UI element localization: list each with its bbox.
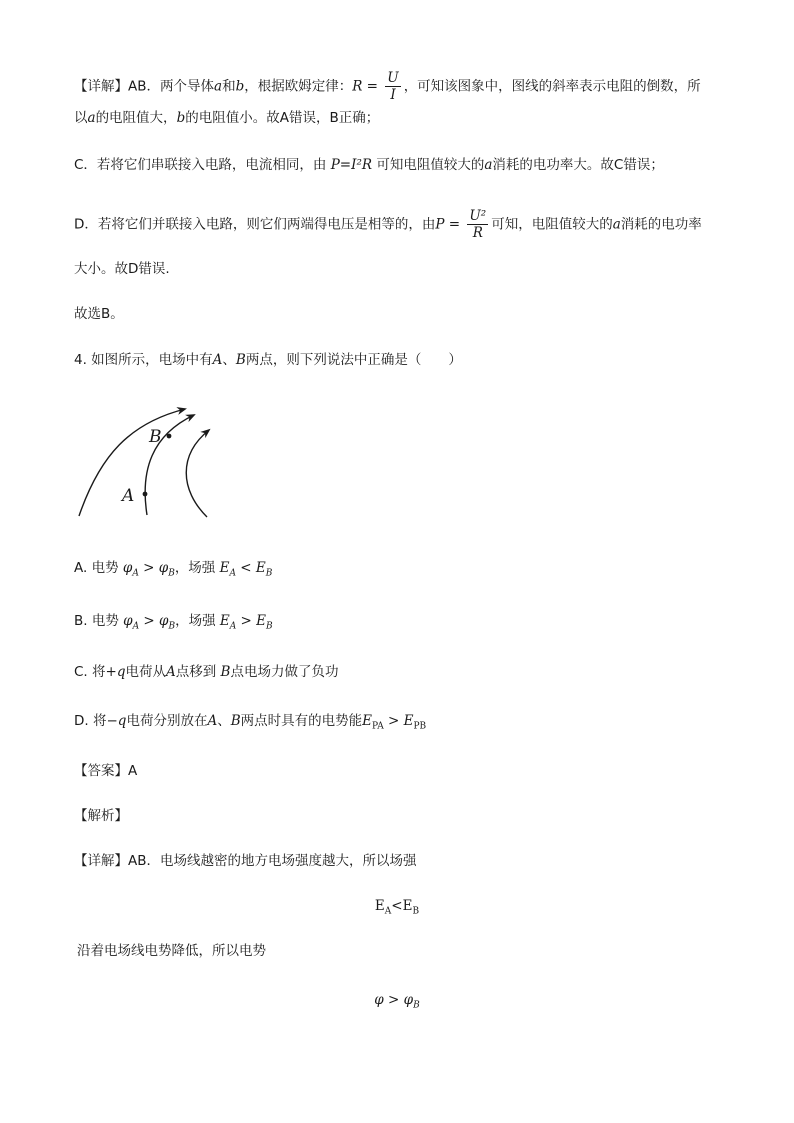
detail-analysis: 【详解】AB．电场线越密的地方电场强度越大，所以场强 xyxy=(74,853,417,869)
electric-field-figure xyxy=(70,395,250,535)
equation-field-strength: $E_A<E_B$ xyxy=(374,898,420,917)
detail-tag: 【详解】 xyxy=(74,78,128,95)
option-B: B. 电势 $\varphi_A > \varphi_B$，场强 $E_A > E_B$ xyxy=(74,613,273,632)
detail-paragraph-3-line-2: 大小。故D错误. xyxy=(74,261,170,277)
equation-potential: $\varphi > \varphi_B$ xyxy=(374,992,420,1011)
answer-value: A xyxy=(128,763,138,779)
conclusion: 故选B。 xyxy=(74,306,124,322)
detail-potential-sentence: 沿着电场线电势降低，所以电势 xyxy=(77,943,266,959)
ohm-law-R: R xyxy=(352,78,363,95)
answer-tag: 【答案】 xyxy=(74,763,128,779)
detail-paragraph-1-line-2: 以a的电阻值大，b的电阻值小。故A错误，B正确； xyxy=(74,110,380,126)
point-B-dot xyxy=(167,434,172,439)
analysis-tag: 【解析】 xyxy=(74,808,128,824)
field-line-right xyxy=(186,430,209,517)
point-A-label: A xyxy=(122,486,135,506)
detail-paragraph-1-line-1: 【详解】AB．两个导体a和b，根据欧姆定律：R = $\frac{U}{I}$ ，可知该图象中，图线的斜率表示电阻的倒数，所 xyxy=(74,70,701,103)
detail-paragraph-3-line-1: D．若将它们并联接入电路，则它们两端得电压是相等的，由P = $\frac{\text{U²}}{R}$ 可知，电阻值较大的a消耗的电功率 xyxy=(74,208,702,241)
point-B-label: B xyxy=(149,427,162,447)
option-D: D. 将−q电荷分别放在A、B两点时具有的电势能$E_{PA} > E_{PB}$ xyxy=(74,713,427,732)
option-A: A. 电势 $\varphi_A > \varphi_B$，场强 $E_A < E_B$ xyxy=(74,560,273,579)
answer xyxy=(74,761,137,781)
detail-paragraph-2: C．若将它们串联接入电路，电流相同，由 P=I²R 可知电阻值较大的a消耗的电功率大。故C错误； xyxy=(74,157,664,173)
power-formula-parallel-fraction: $\frac{\text{U²}}{R}$ xyxy=(469,208,487,241)
point-A-dot xyxy=(143,492,148,497)
ohm-law-fraction: $\frac{U}{I}$ xyxy=(387,70,399,103)
option-C: C. 将+q电荷从A点移到 B点电场力做了负功 xyxy=(74,664,339,680)
power-formula-series: P=I²R xyxy=(330,157,373,173)
question-4-stem: 4. 如图所示，电场中有A、B两点，则下列说法中正确是（ ） xyxy=(74,352,462,368)
